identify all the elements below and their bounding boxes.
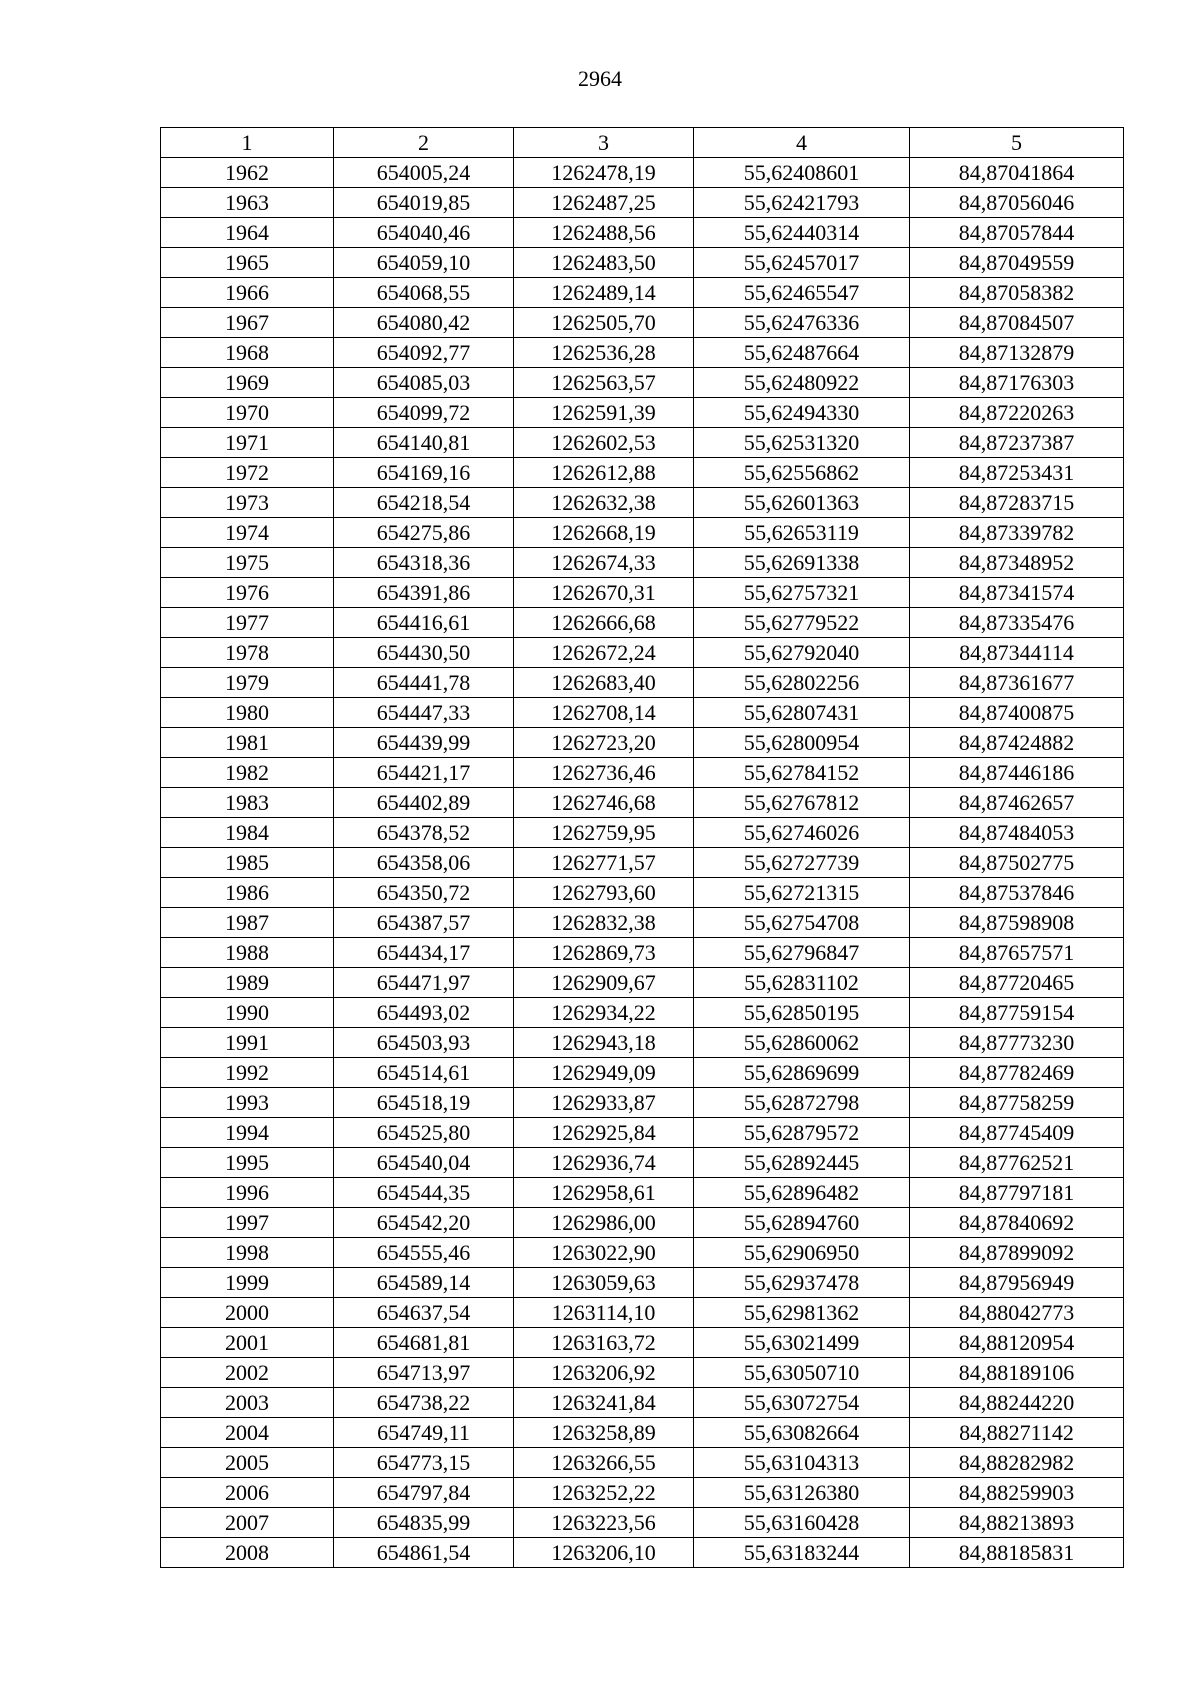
table-cell: 55,62784152: [694, 758, 910, 788]
table-cell: 654387,57: [334, 908, 514, 938]
coordinate-table: [160, 127, 1124, 1568]
table-cell: 1262632,38: [514, 488, 694, 518]
table-row: [161, 548, 1124, 578]
table-cell: 84,88189106: [910, 1358, 1124, 1388]
table-cell: 1983: [161, 788, 334, 818]
table-cell: 84,87341574: [910, 578, 1124, 608]
table-row: [161, 158, 1124, 188]
table-row: [161, 728, 1124, 758]
table-cell: 654391,86: [334, 578, 514, 608]
table-cell: 55,62850195: [694, 998, 910, 1028]
table-row: [161, 1148, 1124, 1178]
table-cell: 84,87537846: [910, 878, 1124, 908]
header-row: [161, 128, 1124, 158]
table-cell: 1262759,95: [514, 818, 694, 848]
table-row: [161, 278, 1124, 308]
table-cell: 654318,36: [334, 548, 514, 578]
table-cell: 55,62767812: [694, 788, 910, 818]
table-cell: 84,87598908: [910, 908, 1124, 938]
table-cell: 1263258,89: [514, 1418, 694, 1448]
table-cell: 1986: [161, 878, 334, 908]
table-cell: 1263266,55: [514, 1448, 694, 1478]
table-cell: 55,62757321: [694, 578, 910, 608]
table-row: [161, 1478, 1124, 1508]
table-row: [161, 488, 1124, 518]
table-cell: 1262943,18: [514, 1028, 694, 1058]
table-cell: 55,62981362: [694, 1298, 910, 1328]
table-cell: 654358,06: [334, 848, 514, 878]
table-cell: 1978: [161, 638, 334, 668]
table-cell: 1964: [161, 218, 334, 248]
table-cell: 1262489,14: [514, 278, 694, 308]
table-cell: 55,62860062: [694, 1028, 910, 1058]
table-cell: 654275,86: [334, 518, 514, 548]
table-cell: 84,88282982: [910, 1448, 1124, 1478]
table-row: [161, 968, 1124, 998]
table-cell: 2001: [161, 1328, 334, 1358]
table-row: [161, 1328, 1124, 1358]
table-cell: 55,62792040: [694, 638, 910, 668]
table-row: [161, 608, 1124, 638]
table-cell: 1262483,50: [514, 248, 694, 278]
table-row: [161, 1208, 1124, 1238]
table-cell: 1262487,25: [514, 188, 694, 218]
table-cell: 1262936,74: [514, 1148, 694, 1178]
table-cell: 84,87283715: [910, 488, 1124, 518]
table-cell: 1262986,00: [514, 1208, 694, 1238]
table-cell: 1262736,46: [514, 758, 694, 788]
table-cell: 1973: [161, 488, 334, 518]
table-cell: 654169,16: [334, 458, 514, 488]
table-row: [161, 1028, 1124, 1058]
table-cell: 654493,02: [334, 998, 514, 1028]
table-cell: 654434,17: [334, 938, 514, 968]
table-cell: 1966: [161, 278, 334, 308]
table-cell: 1982: [161, 758, 334, 788]
table-cell: 654861,54: [334, 1538, 514, 1568]
table-row: [161, 1448, 1124, 1478]
table-cell: 1263241,84: [514, 1388, 694, 1418]
table-cell: 654059,10: [334, 248, 514, 278]
table-cell: 654525,80: [334, 1118, 514, 1148]
table-row: [161, 338, 1124, 368]
table-cell: 1262505,70: [514, 308, 694, 338]
table-cell: 55,62476336: [694, 308, 910, 338]
table-cell: 1263252,22: [514, 1478, 694, 1508]
table-cell: 1999: [161, 1268, 334, 1298]
table-cell: 55,62653119: [694, 518, 910, 548]
table-cell: 654421,17: [334, 758, 514, 788]
table-cell: 1972: [161, 458, 334, 488]
table-cell: 654441,78: [334, 668, 514, 698]
table-cell: 84,87899092: [910, 1238, 1124, 1268]
table-row: [161, 908, 1124, 938]
table-cell: 2002: [161, 1358, 334, 1388]
table-cell: 84,88244220: [910, 1388, 1124, 1418]
table-cell: 1262683,40: [514, 668, 694, 698]
table-cell: 55,62465547: [694, 278, 910, 308]
table-cell: 1993: [161, 1088, 334, 1118]
table-cell: 55,63050710: [694, 1358, 910, 1388]
table-cell: 55,62691338: [694, 548, 910, 578]
table-cell: 654514,61: [334, 1058, 514, 1088]
table-row: [161, 668, 1124, 698]
table-cell: 1992: [161, 1058, 334, 1088]
table-cell: 1262672,24: [514, 638, 694, 668]
table-cell: 84,87348952: [910, 548, 1124, 578]
table-cell: 55,62896482: [694, 1178, 910, 1208]
table-cell: 84,87176303: [910, 368, 1124, 398]
table-cell: 1262612,88: [514, 458, 694, 488]
table-cell: 55,63072754: [694, 1388, 910, 1418]
table-cell: 84,87132879: [910, 338, 1124, 368]
table-cell: 1977: [161, 608, 334, 638]
table-cell: 55,63082664: [694, 1418, 910, 1448]
table-row: [161, 1178, 1124, 1208]
table-cell: 1984: [161, 818, 334, 848]
table-cell: 654430,50: [334, 638, 514, 668]
table-cell: 84,87745409: [910, 1118, 1124, 1148]
table-cell: 654068,55: [334, 278, 514, 308]
table-cell: 1263223,56: [514, 1508, 694, 1538]
table-cell: 2006: [161, 1478, 334, 1508]
table-cell: 84,87056046: [910, 188, 1124, 218]
table-cell: 1988: [161, 938, 334, 968]
table-cell: 1995: [161, 1148, 334, 1178]
table-cell: 1262563,57: [514, 368, 694, 398]
table-cell: 84,87462657: [910, 788, 1124, 818]
table-cell: 84,88213893: [910, 1508, 1124, 1538]
table-cell: 1262670,31: [514, 578, 694, 608]
table-cell: 1975: [161, 548, 334, 578]
table-row: [161, 788, 1124, 818]
table-cell: 84,87484053: [910, 818, 1124, 848]
table-cell: 1262934,22: [514, 998, 694, 1028]
table-cell: 55,62879572: [694, 1118, 910, 1148]
table-cell: 1971: [161, 428, 334, 458]
table-cell: 84,88185831: [910, 1538, 1124, 1568]
table-row: [161, 368, 1124, 398]
table-cell: 55,62869699: [694, 1058, 910, 1088]
table-cell: 55,62531320: [694, 428, 910, 458]
table-cell: 55,62937478: [694, 1268, 910, 1298]
table-cell: 1262909,67: [514, 968, 694, 998]
table-row: [161, 1418, 1124, 1448]
table-row: [161, 1118, 1124, 1148]
table-cell: 84,87502775: [910, 848, 1124, 878]
table-cell: 84,87084507: [910, 308, 1124, 338]
table-cell: 55,62831102: [694, 968, 910, 998]
table-row: [161, 1538, 1124, 1568]
table-cell: 654637,54: [334, 1298, 514, 1328]
table-cell: 84,87041864: [910, 158, 1124, 188]
table-cell: 55,62894760: [694, 1208, 910, 1238]
table-cell: 84,87446186: [910, 758, 1124, 788]
table-cell: 84,87720465: [910, 968, 1124, 998]
table-cell: 1263022,90: [514, 1238, 694, 1268]
table-row: [161, 578, 1124, 608]
table-cell: 84,87797181: [910, 1178, 1124, 1208]
table-cell: 654797,84: [334, 1478, 514, 1508]
page-number: 2964: [578, 66, 622, 91]
table-cell: 1969: [161, 368, 334, 398]
table-cell: 2008: [161, 1538, 334, 1568]
table-cell: 1985: [161, 848, 334, 878]
table-cell: 654005,24: [334, 158, 514, 188]
table-cell: 654402,89: [334, 788, 514, 818]
table-cell: 1262933,87: [514, 1088, 694, 1118]
table-cell: 654218,54: [334, 488, 514, 518]
table-row: [161, 1358, 1124, 1388]
table-cell: 1990: [161, 998, 334, 1028]
table-cell: 55,62408601: [694, 158, 910, 188]
column-header: 1: [161, 128, 334, 158]
table-row: [161, 518, 1124, 548]
table-cell: 654518,19: [334, 1088, 514, 1118]
table-cell: 654040,46: [334, 218, 514, 248]
table-cell: 84,87762521: [910, 1148, 1124, 1178]
table-cell: 84,87339782: [910, 518, 1124, 548]
table-cell: 1263114,10: [514, 1298, 694, 1328]
table-cell: 84,88042773: [910, 1298, 1124, 1328]
table-row: [161, 848, 1124, 878]
table-cell: 55,62494330: [694, 398, 910, 428]
table-cell: 84,87840692: [910, 1208, 1124, 1238]
table-cell: 654713,97: [334, 1358, 514, 1388]
table-cell: 1981: [161, 728, 334, 758]
table-row: [161, 1058, 1124, 1088]
table-row: [161, 308, 1124, 338]
table-cell: 84,88259903: [910, 1478, 1124, 1508]
table-row: [161, 1268, 1124, 1298]
table-cell: 84,87335476: [910, 608, 1124, 638]
table-cell: 654540,04: [334, 1148, 514, 1178]
table-cell: 1989: [161, 968, 334, 998]
table-cell: 84,87400875: [910, 698, 1124, 728]
table-cell: 55,62754708: [694, 908, 910, 938]
table-cell: 654447,33: [334, 698, 514, 728]
table-cell: 1262771,57: [514, 848, 694, 878]
table-cell: 55,62800954: [694, 728, 910, 758]
table-body: [161, 158, 1124, 1568]
table-cell: 55,62892445: [694, 1148, 910, 1178]
table-cell: 1974: [161, 518, 334, 548]
table-cell: 654544,35: [334, 1178, 514, 1208]
table-cell: 84,88271142: [910, 1418, 1124, 1448]
table-cell: 55,63126380: [694, 1478, 910, 1508]
table-cell: 1262869,73: [514, 938, 694, 968]
table-cell: 654555,46: [334, 1238, 514, 1268]
table-cell: 84,87344114: [910, 638, 1124, 668]
table-cell: 654471,97: [334, 968, 514, 998]
table-row: [161, 698, 1124, 728]
table-cell: 55,62601363: [694, 488, 910, 518]
table-cell: 1262674,33: [514, 548, 694, 578]
table-cell: 55,62796847: [694, 938, 910, 968]
table-cell: 55,62779522: [694, 608, 910, 638]
table-cell: 2007: [161, 1508, 334, 1538]
table-cell: 55,62457017: [694, 248, 910, 278]
table-cell: 2004: [161, 1418, 334, 1448]
table-cell: 1991: [161, 1028, 334, 1058]
table-cell: 654439,99: [334, 728, 514, 758]
table-cell: 55,62906950: [694, 1238, 910, 1268]
table-cell: 1262536,28: [514, 338, 694, 368]
table-cell: 1262746,68: [514, 788, 694, 818]
table-cell: 1994: [161, 1118, 334, 1148]
table-cell: 2003: [161, 1388, 334, 1418]
table-cell: 654749,11: [334, 1418, 514, 1448]
table-cell: 654738,22: [334, 1388, 514, 1418]
table-cell: 654773,15: [334, 1448, 514, 1478]
table-cell: 654019,85: [334, 188, 514, 218]
table-cell: 1262925,84: [514, 1118, 694, 1148]
table-cell: 654085,03: [334, 368, 514, 398]
table-cell: 1262668,19: [514, 518, 694, 548]
table-cell: 1262488,56: [514, 218, 694, 248]
table-cell: 1262949,09: [514, 1058, 694, 1088]
table-cell: 1996: [161, 1178, 334, 1208]
table-cell: 1998: [161, 1238, 334, 1268]
table-cell: 84,87057844: [910, 218, 1124, 248]
table-cell: 1262478,19: [514, 158, 694, 188]
table-cell: 84,87759154: [910, 998, 1124, 1028]
table-row: [161, 878, 1124, 908]
table-cell: 55,62727739: [694, 848, 910, 878]
table-cell: 55,62807431: [694, 698, 910, 728]
table-cell: 55,63021499: [694, 1328, 910, 1358]
column-header: 4: [694, 128, 910, 158]
table-cell: 1262666,68: [514, 608, 694, 638]
table-cell: 654835,99: [334, 1508, 514, 1538]
table-cell: 1262602,53: [514, 428, 694, 458]
table-cell: 84,87424882: [910, 728, 1124, 758]
table-cell: 55,63104313: [694, 1448, 910, 1478]
table-cell: 1987: [161, 908, 334, 938]
table-cell: 84,87220263: [910, 398, 1124, 428]
table-cell: 654099,72: [334, 398, 514, 428]
table-cell: 1263059,63: [514, 1268, 694, 1298]
table-cell: 55,62802256: [694, 668, 910, 698]
table-cell: 654080,42: [334, 308, 514, 338]
table-cell: 84,87758259: [910, 1088, 1124, 1118]
table-cell: 654416,61: [334, 608, 514, 638]
table-cell: 55,62480922: [694, 368, 910, 398]
column-header: 2: [334, 128, 514, 158]
table-cell: 1962: [161, 158, 334, 188]
table-cell: 1262723,20: [514, 728, 694, 758]
table-cell: 55,62440314: [694, 218, 910, 248]
table-cell: 1262832,38: [514, 908, 694, 938]
table-cell: 84,87058382: [910, 278, 1124, 308]
table-row: [161, 428, 1124, 458]
table-cell: 55,62746026: [694, 818, 910, 848]
table-cell: 55,63160428: [694, 1508, 910, 1538]
table-row: [161, 1298, 1124, 1328]
table-cell: 2000: [161, 1298, 334, 1328]
table-cell: 84,88120954: [910, 1328, 1124, 1358]
table-cell: 1970: [161, 398, 334, 428]
table-cell: 84,87253431: [910, 458, 1124, 488]
table-cell: 84,87361677: [910, 668, 1124, 698]
table-row: [161, 218, 1124, 248]
table-cell: 55,63183244: [694, 1538, 910, 1568]
table-cell: 1979: [161, 668, 334, 698]
table-cell: 1262591,39: [514, 398, 694, 428]
table-cell: 1968: [161, 338, 334, 368]
table-cell: 2005: [161, 1448, 334, 1478]
table-row: [161, 1388, 1124, 1418]
column-header: 3: [514, 128, 694, 158]
table-cell: 654350,72: [334, 878, 514, 908]
table-cell: 84,87956949: [910, 1268, 1124, 1298]
table-cell: 654542,20: [334, 1208, 514, 1238]
table-cell: 84,87237387: [910, 428, 1124, 458]
table-cell: 654378,52: [334, 818, 514, 848]
table-row: [161, 398, 1124, 428]
table-cell: 55,62721315: [694, 878, 910, 908]
table-row: [161, 1238, 1124, 1268]
table-cell: 654503,93: [334, 1028, 514, 1058]
table-cell: 1997: [161, 1208, 334, 1238]
table-row: [161, 1088, 1124, 1118]
table-cell: 84,87773230: [910, 1028, 1124, 1058]
table-cell: 55,62872798: [694, 1088, 910, 1118]
table-row: [161, 758, 1124, 788]
table-cell: 1263163,72: [514, 1328, 694, 1358]
table-cell: 1967: [161, 308, 334, 338]
table-row: [161, 188, 1124, 218]
table-cell: 654681,81: [334, 1328, 514, 1358]
table-cell: 55,62421793: [694, 188, 910, 218]
table-cell: 84,87782469: [910, 1058, 1124, 1088]
table-cell: 55,62556862: [694, 458, 910, 488]
table-row: [161, 938, 1124, 968]
table-row: [161, 818, 1124, 848]
table-cell: 1980: [161, 698, 334, 728]
table-row: [161, 248, 1124, 278]
table-header: [161, 128, 1124, 158]
table-cell: 654140,81: [334, 428, 514, 458]
table-cell: 1965: [161, 248, 334, 278]
table-cell: 1262958,61: [514, 1178, 694, 1208]
table-cell: 1976: [161, 578, 334, 608]
table-cell: 84,87049559: [910, 248, 1124, 278]
table-row: [161, 998, 1124, 1028]
table-cell: 1262793,60: [514, 878, 694, 908]
table-cell: 1963: [161, 188, 334, 218]
table-cell: 84,87657571: [910, 938, 1124, 968]
table-cell: 654589,14: [334, 1268, 514, 1298]
table-cell: 55,62487664: [694, 338, 910, 368]
column-header: 5: [910, 128, 1124, 158]
table-row: [161, 458, 1124, 488]
table-cell: 1263206,10: [514, 1538, 694, 1568]
table-cell: 654092,77: [334, 338, 514, 368]
table-row: [161, 1508, 1124, 1538]
table-cell: 1263206,92: [514, 1358, 694, 1388]
table-row: [161, 638, 1124, 668]
table-cell: 1262708,14: [514, 698, 694, 728]
